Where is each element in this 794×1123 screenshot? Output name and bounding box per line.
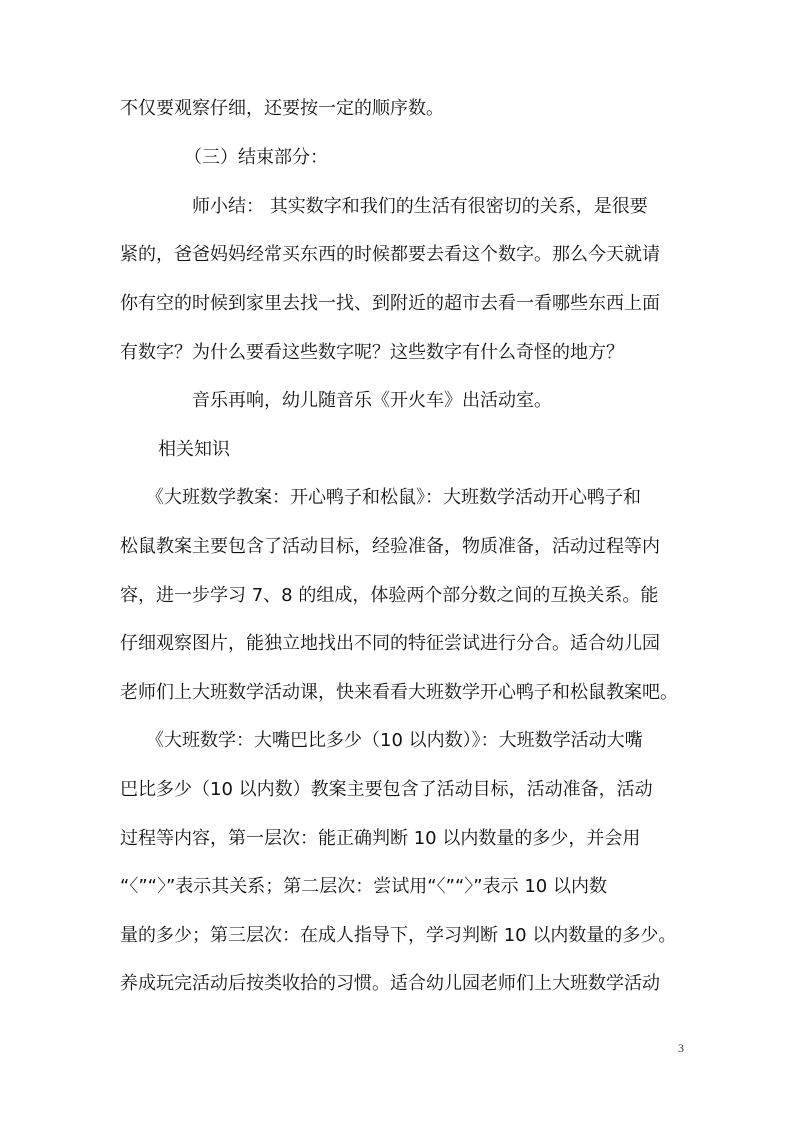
- text-line: 师小结： 其实数字和我们的生活有很密切的关系，是很要: [192, 196, 648, 217]
- text-line: 不仅要观察仔细，还要按一定的顺序数。: [120, 98, 444, 119]
- text-line: 巴比多少（10 以内数）教案主要包含了活动目标，活动准备，活动: [120, 779, 653, 800]
- text-line: “〈”“〉”表示其关系；第二层次：尝试用“〈”“〉”表示 10 以内数: [120, 876, 607, 897]
- text-line: 松鼠教案主要包含了活动目标，经验准备，物质准备，活动过程等内: [120, 536, 660, 557]
- text-line: 音乐再响，幼儿随音乐《开火车》出活动室。: [192, 390, 552, 411]
- text-line: 紧的，爸爸妈妈经常买东西的时候都要去看这个数字。那么今天就请: [120, 244, 660, 265]
- text-line: 容，进一步学习 7、8 的组成，体验两个部分数之间的互换关系。能: [120, 585, 659, 606]
- section-heading: （三）结束部分：: [184, 147, 328, 168]
- text-line: 《大班数学：大嘴巴比多少（10 以内数）》：大班数学活动大嘴: [146, 730, 643, 751]
- text-line: 《大班数学教案：开心鸭子和松鼠》：大班数学活动开心鸭子和: [146, 487, 641, 508]
- text-line: 你有空的时候到家里去找一找、到附近的超市去看一看哪些东西上面: [120, 293, 660, 314]
- text-line: 老师们上大班数学活动课，快来看看大班数学开心鸭子和松鼠教案吧。: [120, 682, 678, 703]
- text-line: 仔细观察图片，能独立地找出不同的特征尝试进行分合。适合幼儿园: [120, 633, 660, 654]
- text-line: 养成玩完活动后按类收拾的习惯。适合幼儿园老师们上大班数学活动: [120, 973, 660, 994]
- section-heading: 相关知识: [158, 439, 230, 460]
- text-line: 量的多少；第三层次：在成人指导下，学习判断 10 以内数量的多少。: [120, 925, 677, 946]
- text-line: 过程等内容，第一层次：能正确判断 10 以内数量的多少，并会用: [120, 828, 641, 849]
- text-line: 有数字？为什么要看这些数字呢？这些数字有什么奇怪的地方？: [120, 342, 624, 363]
- page-number: 3: [678, 1041, 684, 1055]
